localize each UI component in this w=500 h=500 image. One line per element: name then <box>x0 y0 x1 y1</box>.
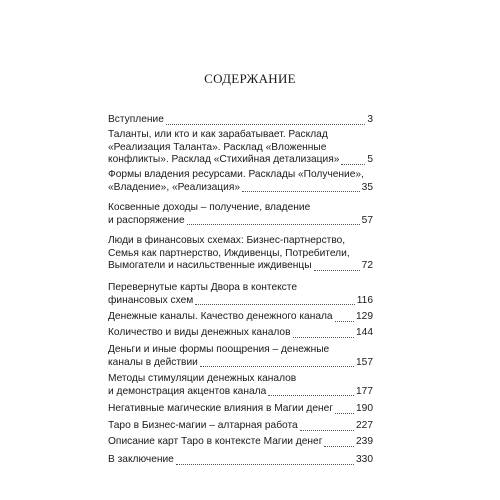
toc-entry-text: Вступление <box>108 114 164 125</box>
toc-entry-last-line <box>108 260 373 273</box>
toc-entry <box>108 403 373 416</box>
page-title: СОДЕРЖАНИЕ <box>204 71 296 86</box>
toc-entry <box>108 373 373 398</box>
toc-entry-text: Таро в Бизнес-магии – алтарная работа <box>108 420 298 431</box>
toc-entry-last-line <box>108 182 373 195</box>
toc-page-number: 116 <box>356 294 373 306</box>
toc-entry <box>108 114 373 127</box>
toc-page-number: 72 <box>361 260 373 272</box>
toc-entry <box>108 420 373 433</box>
dot-leader <box>195 304 354 305</box>
toc-entry <box>108 129 373 167</box>
toc-entry-text: финансовых схем <box>108 294 194 306</box>
toc-entry-last-line <box>108 454 373 467</box>
toc-entry-text: и демонстрация акцентов канала <box>108 385 267 397</box>
toc-page-number: 330 <box>356 454 373 465</box>
toc-page-number: 129 <box>356 311 373 322</box>
toc-entry-text: В заключение <box>108 454 174 465</box>
toc-entry-text: Методы стимуляции денежных каналов <box>108 373 297 384</box>
toc-entry-text: Описание карт Таро в контексте Магии денег <box>108 436 323 447</box>
toc-entry <box>108 436 373 449</box>
toc-page-number: 157 <box>356 356 373 368</box>
dot-leader <box>293 337 354 338</box>
toc-page-number: 3 <box>367 114 373 125</box>
toc-page-number: 144 <box>356 327 373 338</box>
toc-entry <box>108 202 373 227</box>
toc-entry-text: Перевернутые карты Двора в контексте <box>108 282 297 293</box>
toc-entry <box>108 169 373 194</box>
toc-entry-last-line <box>108 420 373 433</box>
toc-page-number: 35 <box>361 181 373 193</box>
toc-page-number: 5 <box>367 154 373 166</box>
toc-entry-last-line <box>108 311 373 324</box>
dot-leader <box>335 413 354 414</box>
toc-entry <box>108 327 373 340</box>
toc-entry <box>108 311 373 324</box>
toc-entry-text: каналы в действии <box>108 356 198 368</box>
toc-entry-last-line <box>108 154 373 167</box>
toc-entry-text: Люди в финансовых схемах: Бизнес-партнерство, <box>108 235 346 246</box>
toc-entry-last-line <box>108 327 373 340</box>
toc-page-number: 57 <box>361 214 373 226</box>
toc-entry <box>108 454 373 467</box>
dot-leader <box>335 321 354 322</box>
toc-page-number: 239 <box>356 436 373 447</box>
toc-entry-last-line <box>108 215 373 228</box>
toc-entry <box>108 235 373 273</box>
toc-entry-text: Формы владения ресурсами. Расклады «Получение», <box>108 169 364 180</box>
dot-leader <box>324 446 354 447</box>
toc-entry-text: «Владение», «Реализация» <box>108 181 241 193</box>
toc-entry-text: конфликты». Расклад «Стихийная детализация» <box>108 154 340 166</box>
toc-entry-text: Негативные магические влияния в Магии денег <box>108 403 334 414</box>
toc-entry-last-line <box>108 114 373 127</box>
toc-entry-text: Вымогатели и насильственные иждивенцы <box>108 260 312 272</box>
dot-leader <box>187 224 360 225</box>
toc-page-number: 177 <box>356 385 373 397</box>
dot-leader <box>242 191 360 192</box>
toc-entry-last-line <box>108 436 373 449</box>
toc-entry-text: Таланты, или кто и как зарабатывает. Расклад <box>108 129 328 140</box>
dot-leader <box>268 395 354 396</box>
toc-entry-last-line <box>108 357 373 370</box>
toc-page-number: 227 <box>356 420 373 431</box>
toc-page-number: 190 <box>356 403 373 414</box>
toc-entry <box>108 344 373 369</box>
toc-entry <box>108 282 373 307</box>
dot-leader <box>176 464 354 465</box>
dot-leader <box>166 124 365 125</box>
toc-entry-text: «Реализация Таланта». Расклад «Вложенные <box>108 141 327 153</box>
dot-leader <box>341 164 365 165</box>
toc-entry-text: Количество и виды денежных каналов <box>108 327 291 338</box>
dot-leader <box>200 366 354 367</box>
dot-leader <box>314 270 360 271</box>
toc-entry-text: Косвенные доходы – получение, владение <box>108 202 311 213</box>
toc-entry-text: Денежные каналы. Качество денежного канала <box>108 311 333 322</box>
toc-entry-last-line <box>108 403 373 416</box>
toc-entry-last-line <box>108 295 373 308</box>
toc-entry-text: и распоряжение <box>108 214 185 226</box>
toc-entry-text: Деньги и иные формы поощрения – денежные <box>108 344 330 355</box>
toc-entry-text: Семья как партнерство, Иждивенцы, Потребители, <box>108 247 350 259</box>
toc-entry-last-line <box>108 386 373 399</box>
dot-leader <box>300 430 354 431</box>
